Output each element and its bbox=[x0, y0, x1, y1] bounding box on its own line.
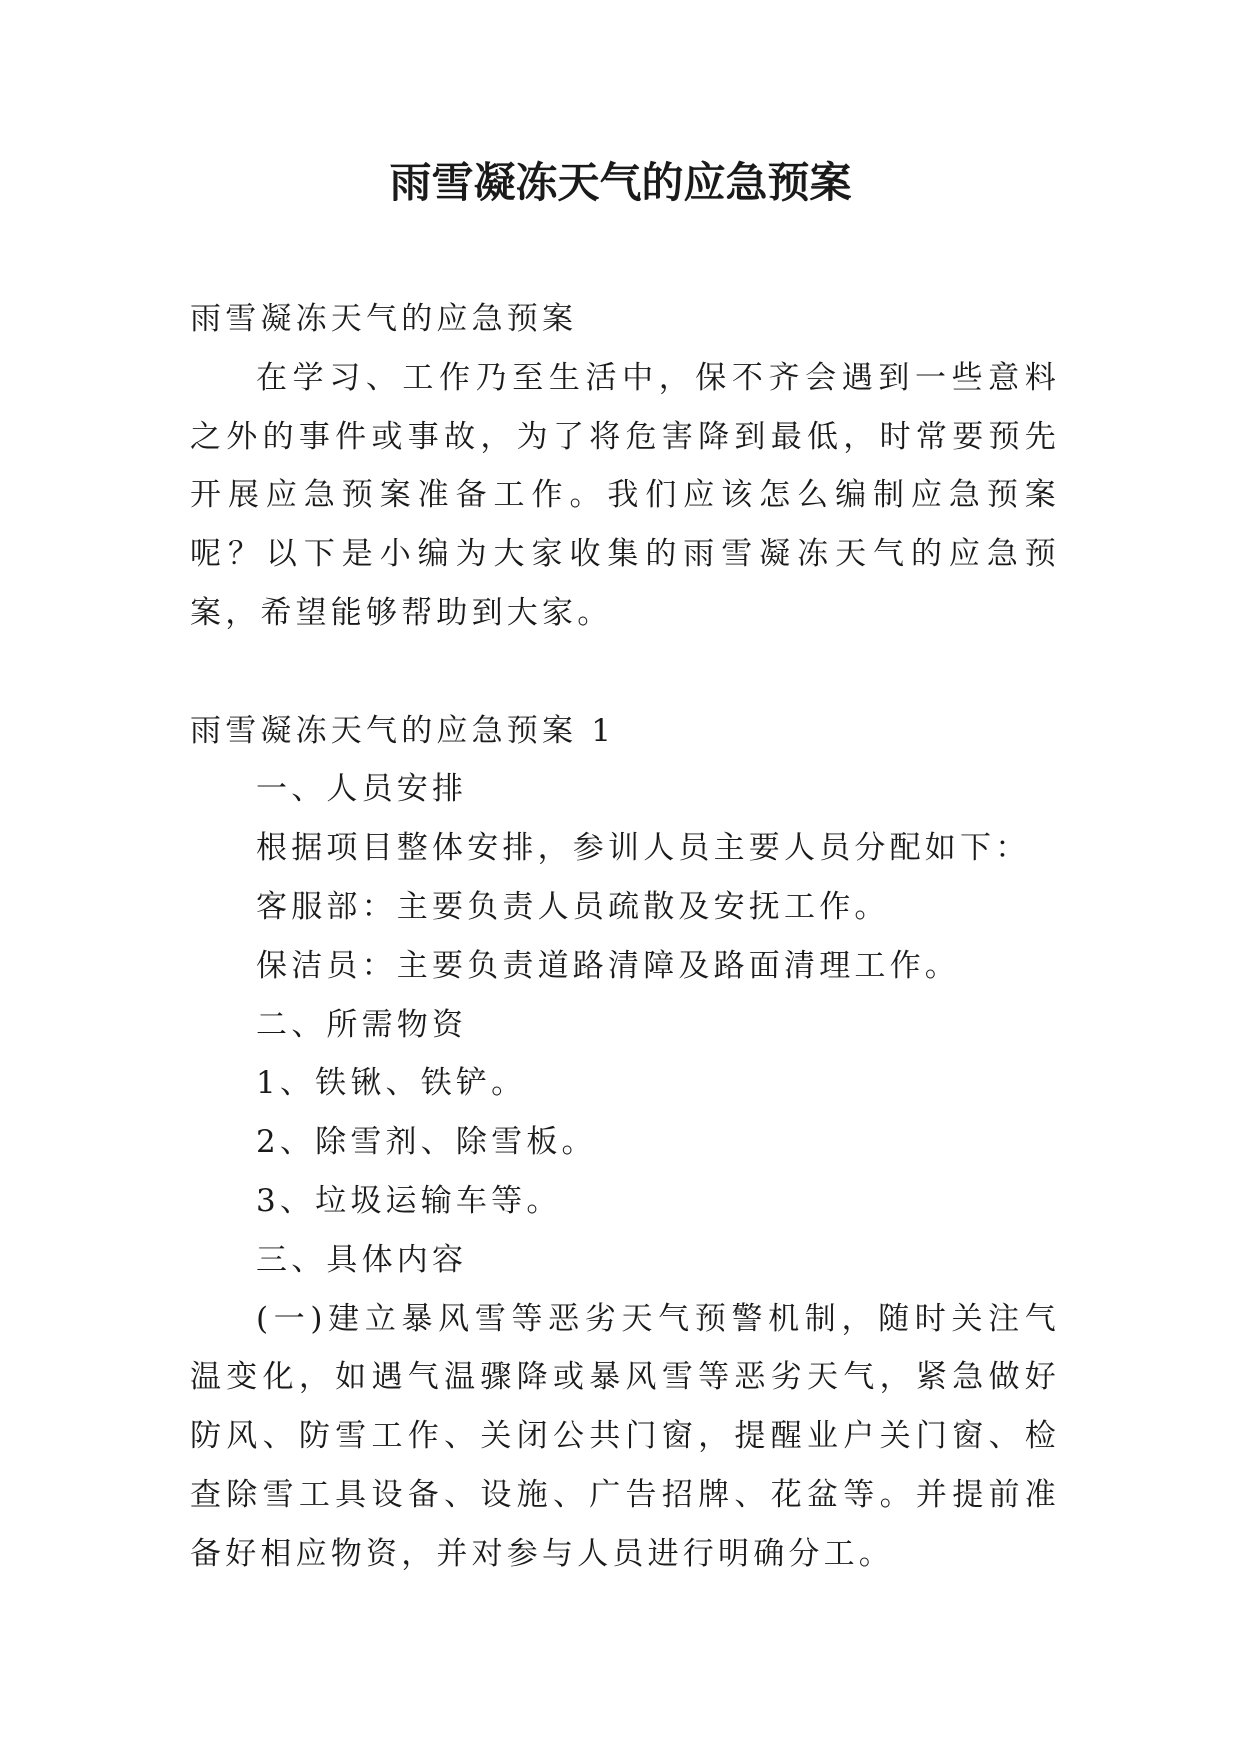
document-title: 雨雪凝冻天气的应急预案 bbox=[389, 158, 852, 207]
heading-content: 三、具体内容 bbox=[256, 1241, 468, 1278]
paragraph-warning-mechanism: (一)建立暴风雪等恶劣天气预警机制，随时关注气温变化，如遇气温骤降或暴风雪等恶劣天气，紧急做好防风、防雪工作、关闭公共门窗，提醒业户关门窗、检查除雪工具设备、设施、广告招牌、花盆等。并提前准备好相应物资，并对参与人员进行明确分工。 bbox=[190, 1300, 1060, 1572]
paragraph-customer-service: 客服部：主要负责人员疏散及安抚工作。 bbox=[256, 888, 890, 925]
paragraph-spacer bbox=[190, 643, 1060, 702]
heading-materials: 二、所需物资 bbox=[256, 1006, 468, 1043]
document-subtitle: 雨雪凝冻天气的应急预案 bbox=[190, 301, 578, 337]
paragraph-allocation: 根据项目整体安排，参训人员主要人员分配如下： bbox=[256, 830, 1031, 867]
document-body bbox=[190, 290, 1060, 1584]
list-item-garbage-truck: 3、垃圾运输车等。 bbox=[256, 1182, 562, 1219]
list-item-shovels: 1、铁锹、铁铲。 bbox=[256, 1065, 527, 1102]
paragraph-cleaners: 保洁员：主要负责道路清障及路面清理工作。 bbox=[256, 947, 960, 984]
section-heading: 雨雪凝冻天气的应急预案 1 bbox=[190, 712, 616, 749]
list-item-snow-removal: 2、除雪剂、除雪板。 bbox=[256, 1124, 597, 1161]
heading-personnel: 一、人员安排 bbox=[256, 771, 468, 808]
intro-paragraph: 在学习、工作乃至生活中，保不齐会遇到一些意料之外的事件或事故，为了将危害降到最低，时常要预先开展应急预案准备工作。我们应该怎么编制应急预案呢？以下是小编为大家收集的雨雪凝冻天气的应急预案，希望能够帮助到大家。 bbox=[190, 359, 1060, 631]
